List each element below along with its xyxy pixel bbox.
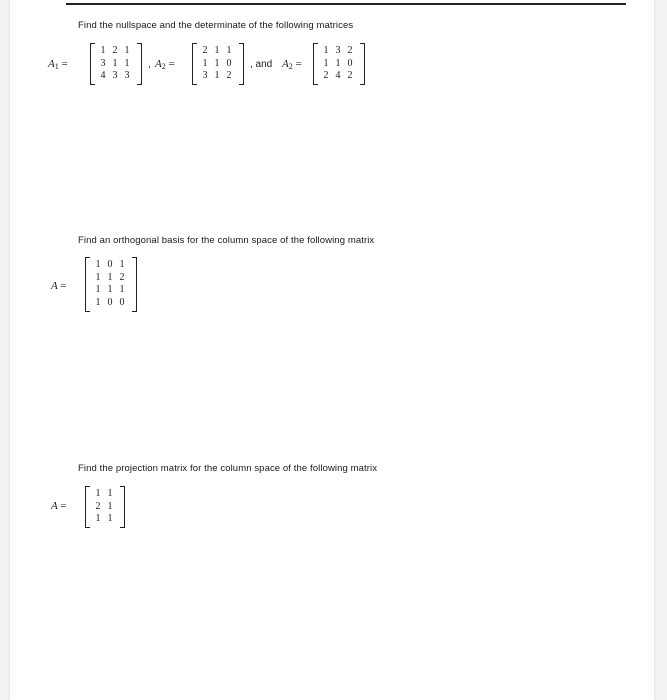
matrix-a2-label: $A_2$ =	[155, 58, 175, 71]
matrix-q3	[85, 486, 125, 528]
matrix-entry: 1	[95, 284, 101, 295]
matrix-entry: 4	[100, 70, 106, 81]
matrix-entry: 0	[226, 57, 232, 69]
matrix-a1	[90, 43, 142, 85]
matrix-entry: 1	[112, 57, 118, 69]
document-page	[10, 0, 654, 700]
matrix-q2	[85, 257, 137, 312]
matrix-entry: 1	[119, 284, 125, 295]
matrix-entry: 1	[107, 488, 113, 499]
top-rule	[66, 3, 626, 5]
matrix-a2	[192, 43, 244, 85]
matrix-entry: 1	[214, 70, 220, 81]
matrix-entry: 2	[347, 70, 353, 81]
matrix-entry: 1	[202, 57, 208, 69]
matrix-entry: 1	[95, 259, 101, 270]
matrix-a1-label: $A_1$ =	[48, 58, 68, 71]
matrix-entry: 1	[124, 57, 130, 69]
matrix-entry: 0	[107, 259, 113, 270]
matrix-entry: 0	[119, 296, 125, 308]
matrix-entry: 4	[335, 70, 341, 81]
matrix-entry: 2	[323, 70, 329, 81]
matrix-entry: 2	[112, 45, 118, 56]
matrix-entry: 1	[95, 296, 101, 308]
matrix-entry: 2	[95, 500, 101, 512]
matrix-entry: 1	[95, 488, 101, 499]
separator-comma: ,	[148, 59, 151, 70]
matrix-entry: 3	[112, 70, 118, 81]
matrix-entry: 0	[107, 296, 113, 308]
matrix-entry: 1	[95, 513, 101, 524]
matrix-entry: 2	[202, 45, 208, 56]
matrix-a3-label: $A_2$ =	[282, 58, 302, 71]
matrix-entry: 1	[214, 57, 220, 69]
matrix-entry: 3	[202, 70, 208, 81]
matrix-entry: 1	[323, 57, 329, 69]
matrix-entry: 1	[107, 513, 113, 524]
matrix-entry: 1	[335, 57, 341, 69]
matrix-entry: 1	[107, 271, 113, 283]
matrix-a3	[313, 43, 365, 85]
question-1-prompt: Find the nullspace and the determinate of the following matrices	[78, 20, 354, 31]
matrix-entry: 0	[347, 57, 353, 69]
matrix-entry: 1	[323, 45, 329, 56]
matrix-entry: 3	[335, 45, 341, 56]
separator-and: , and	[250, 59, 273, 70]
matrix-entry: 3	[100, 57, 106, 69]
matrix-entry: 1	[100, 45, 106, 56]
matrix-entry: 1	[119, 259, 125, 270]
matrix-entry: 1	[124, 45, 130, 56]
matrix-entry: 3	[124, 70, 130, 81]
question-3-prompt: Find the projection matrix for the column space of the following matrix	[78, 463, 378, 474]
matrix-entry: 2	[347, 45, 353, 56]
question-2-prompt: Find an orthogonal basis for the column space of the following matrix	[78, 235, 375, 246]
matrix-q2-label: A =	[51, 280, 67, 292]
matrix-entry: 2	[119, 271, 125, 283]
matrix-entry: 1	[107, 500, 113, 512]
matrix-entry: 2	[226, 70, 232, 81]
matrix-entry: 1	[214, 45, 220, 56]
matrix-entry: 1	[226, 45, 232, 56]
matrix-entry: 1	[95, 271, 101, 283]
matrix-entry: 1	[107, 284, 113, 295]
matrix-q3-label: A =	[51, 500, 67, 512]
